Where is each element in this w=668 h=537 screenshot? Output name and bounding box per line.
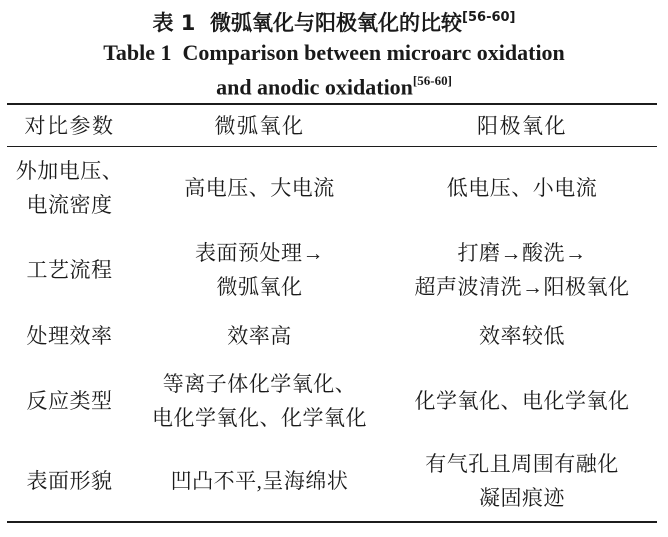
table-caption: [0, 0, 668, 101]
cell-line: 凝固痕迹: [479, 486, 565, 511]
row-label-line: 工艺流程: [26, 258, 113, 282]
row-label: [7, 312, 132, 359]
cell-line: 有气孔且周围有融化: [425, 452, 619, 477]
cell-line: 等离子体化学氧化、: [162, 371, 357, 396]
row-label-line: 表面形貌: [26, 469, 113, 494]
table-row-voltage-current: [7, 147, 657, 228]
cell-line: 高电压、大电流: [184, 175, 335, 200]
row-label: [7, 228, 132, 312]
microarc-cell: [132, 442, 387, 521]
table-title-zh-text: 表 1 微弧氧化与阳极氧化的比较: [152, 11, 463, 35]
row-label: [7, 359, 132, 442]
comparison-table: [7, 103, 657, 523]
cell-line: 效率较低: [479, 323, 565, 348]
column-header-microarc: 微弧氧化: [214, 113, 305, 138]
row-label: [7, 442, 132, 521]
anodic-cell: [387, 359, 657, 442]
table-row-surface-morphology: [7, 442, 657, 521]
anodic-cell: [387, 312, 657, 359]
citation-en: [56-60]: [412, 73, 452, 88]
table-header-row: [7, 105, 657, 147]
microarc-cell: [132, 312, 387, 359]
row-label-line: 反应类型: [26, 388, 113, 413]
cell-line: 凹凸不平,呈海绵状: [170, 469, 349, 494]
column-header-anodic: 阳极氧化: [477, 113, 567, 138]
table-title-en-line2-text: and anodic oxidation: [216, 74, 413, 100]
row-label-line: 电流密度: [26, 192, 113, 217]
cell-line: 电化学氧化、化学氧化: [152, 405, 367, 430]
row-label-line: 外加电压、: [15, 158, 124, 183]
cell-line: 打磨→酸洗→: [457, 241, 587, 265]
cell-line: 微弧氧化: [216, 275, 303, 299]
microarc-cell: [132, 147, 387, 228]
table-row-reaction-type: [7, 359, 657, 442]
table-row-process-flow: [7, 228, 657, 312]
citation-zh: [56-60]: [462, 10, 516, 25]
cell-line: 超声波清洗→阳极氧化: [414, 275, 630, 299]
microarc-cell: [132, 228, 387, 312]
anodic-cell: [387, 228, 657, 312]
table-row-efficiency: [7, 312, 657, 359]
table-title-zh: [0, 4, 668, 38]
row-label: [7, 147, 132, 228]
cell-line: 化学氧化、电化学氧化: [414, 388, 630, 413]
anodic-cell: [387, 147, 657, 228]
cell-line: 表面预处理→: [195, 241, 324, 265]
row-label-line: 处理效率: [26, 323, 113, 348]
table-title-en-line1: Table 1 Comparison between microarc oxidation: [103, 40, 565, 65]
table-title-en-line2: [0, 67, 668, 101]
cell-line: 效率高: [227, 323, 292, 348]
microarc-cell: [132, 359, 387, 442]
column-header-parameter: 对比参数: [24, 113, 115, 138]
anodic-cell: [387, 442, 657, 521]
cell-line: 低电压、小电流: [446, 175, 598, 200]
